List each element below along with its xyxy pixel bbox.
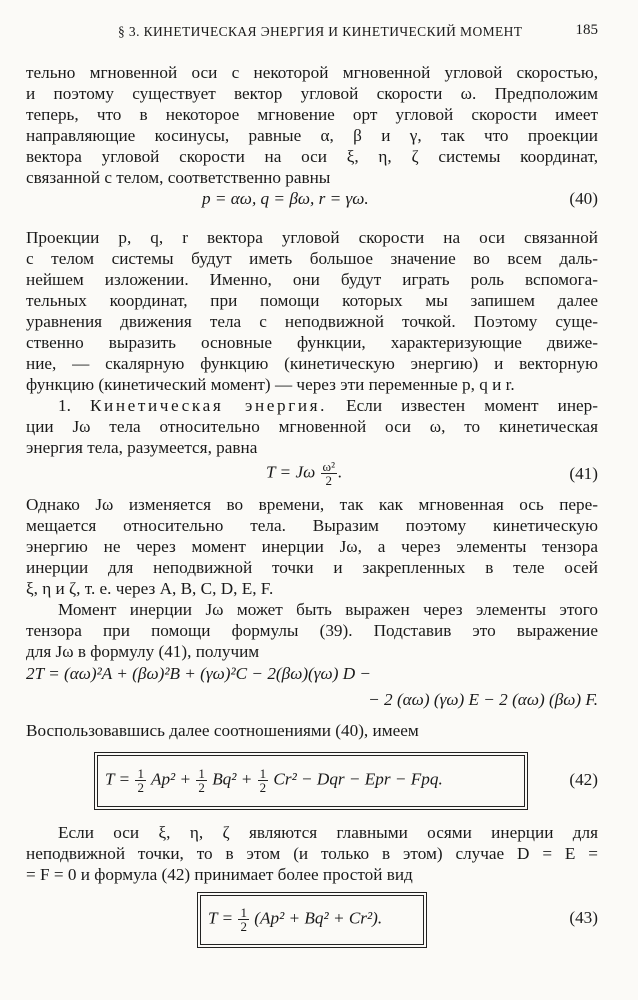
fraction bbox=[321, 460, 337, 487]
fraction-denominator: 2 bbox=[240, 919, 247, 934]
paragraph-2 bbox=[26, 227, 598, 395]
equation-number: (43) bbox=[569, 908, 598, 927]
text-line: Проекции p, q, r вектора угловой скорости на оси связанной bbox=[26, 228, 598, 247]
equation-term: Cr² − Dqr − Epr − Fpq. bbox=[273, 769, 443, 789]
text-line: уравнения движения тела с неподвижной точкой. Поэтому суще- bbox=[26, 312, 598, 331]
text-line bbox=[26, 395, 598, 416]
equation-line-1: 2T = (αω)²A + (βω)²B + (γω)²C − 2(βω)(γω) D − bbox=[26, 664, 372, 683]
fraction-numerator: 1 bbox=[198, 766, 205, 781]
page-number: 185 bbox=[575, 22, 598, 38]
text-line: связанной с телом, соответственно равны bbox=[26, 168, 331, 187]
fraction-numerator: 1 bbox=[137, 766, 144, 781]
section-title: § 3. КИНЕТИЧЕСКАЯ ЭНЕРГИЯ И КИНЕТИЧЕСКИЙ МОМЕНТ bbox=[118, 24, 523, 39]
equation-43-number-row bbox=[26, 905, 598, 932]
text-line: теперь, что в некоторое мгновение орт угловой скорости имеет bbox=[26, 105, 598, 124]
text-line: Если оси ξ, η, ζ являются главными осями инерции для bbox=[58, 823, 598, 842]
text-line: = F = 0 и формула (42) принимает более простой вид bbox=[26, 865, 413, 884]
equation-lhs: T = bbox=[208, 908, 238, 928]
text-line: ξ, η и ζ, т. е. через A, B, C, D, E, F. bbox=[26, 579, 274, 598]
text-line: ции Jω тела относительно мгновенной оси ω, то кинетическая bbox=[26, 417, 598, 436]
running-header bbox=[26, 20, 598, 44]
paragraph-7 bbox=[26, 822, 598, 885]
fraction-denominator: 2 bbox=[137, 780, 144, 795]
fraction-numerator: 1 bbox=[240, 905, 247, 920]
paragraph-6 bbox=[26, 720, 598, 741]
equation-term: Ap² + bbox=[150, 769, 196, 789]
text-line: тельно мгновенной оси с некоторой мгновенной угловой скоростью, bbox=[26, 63, 598, 82]
equation-2T bbox=[26, 664, 598, 720]
text-line: мещается относительно тела. Выразим поэтому кинетическую bbox=[26, 516, 598, 535]
text-line: вектора угловой скорости на оси ξ, η, ζ системы координат, bbox=[26, 147, 598, 166]
fraction-denominator: 2 bbox=[198, 780, 205, 795]
fraction-numerator: ω² bbox=[322, 459, 335, 474]
text-line: неподвижной точки, то в этом (и только в этом) случае D = E = bbox=[26, 844, 598, 863]
paragraph-4 bbox=[26, 494, 598, 599]
equation-40 bbox=[26, 189, 598, 213]
text-line: инерции для неподвижной точки и закрепленных в теле осей bbox=[26, 558, 598, 577]
fraction-denominator: 2 bbox=[325, 473, 332, 488]
equation-42-number-row bbox=[26, 770, 598, 794]
paragraph-3 bbox=[26, 395, 598, 458]
text-line: Момент инерции Jω может быть выражен через элементы этого bbox=[58, 600, 598, 619]
text-line: для Jω в формулу (41), получим bbox=[26, 642, 260, 661]
fraction-numerator: 1 bbox=[259, 766, 267, 781]
equation-expression: p = αω, q = βω, r = γω. bbox=[202, 189, 369, 208]
text-line: с телом системы будут иметь большое значение во всем даль- bbox=[26, 249, 598, 268]
text-line: ние, — скалярную функцию (кинетическую энергию) и векторную bbox=[26, 354, 598, 373]
text-line: Однако Jω изменяется во времени, так как мгновенная ось пере- bbox=[26, 495, 598, 514]
text-line: энергию не через момент инерции Jω, а через элементы тензора bbox=[26, 537, 598, 556]
equation-41 bbox=[26, 456, 598, 488]
text-line: функцию (кинетический момент) — через эти переменные p, q и r. bbox=[26, 375, 515, 394]
paragraph-1 bbox=[26, 62, 598, 188]
equation-line-2: − 2 (αω) (γω) E − 2 (αω) (βω) F. bbox=[368, 690, 598, 709]
text-line: энергия тела, разумеется, равна bbox=[26, 438, 258, 457]
text-line: ственно выразить основные функции, характеризующие движе- bbox=[26, 333, 598, 352]
text-line: направляющие косинусы, равные α, β и γ, так что проекции bbox=[26, 126, 598, 145]
equation-lhs: T = Jω bbox=[266, 462, 316, 482]
subsection-heading: Кинетическая энергия. bbox=[89, 396, 328, 415]
text-line: тельных координат, при помощи которых мы запишем далее bbox=[26, 291, 598, 310]
equation-lhs: T = bbox=[105, 769, 135, 789]
text-line: и поэтому существует вектор угловой скорости ω. Предположим bbox=[26, 84, 598, 103]
equation-number: (41) bbox=[569, 464, 598, 483]
text-line: Воспользовавшись далее соотношениями (40), имеем bbox=[26, 721, 419, 740]
paragraph-5 bbox=[26, 599, 598, 662]
equation-expression bbox=[266, 460, 342, 487]
item-number: 1. bbox=[58, 396, 71, 415]
equation-number: (40) bbox=[569, 189, 598, 208]
fraction-denominator: 2 bbox=[259, 780, 267, 795]
equation-term: Bq² + bbox=[212, 769, 257, 789]
equation-tail: . bbox=[337, 462, 343, 482]
text-line: нейшем изложении. Именно, они будут играть роль вспомога- bbox=[26, 270, 598, 289]
text-fragment: Если известен момент инер- bbox=[346, 396, 598, 415]
text-line: тензора при помощи формулы (39). Подставив это выражение bbox=[26, 621, 598, 640]
equation-number: (42) bbox=[569, 770, 598, 789]
equation-term: (Ap² + Bq² + Cr²). bbox=[254, 908, 383, 928]
